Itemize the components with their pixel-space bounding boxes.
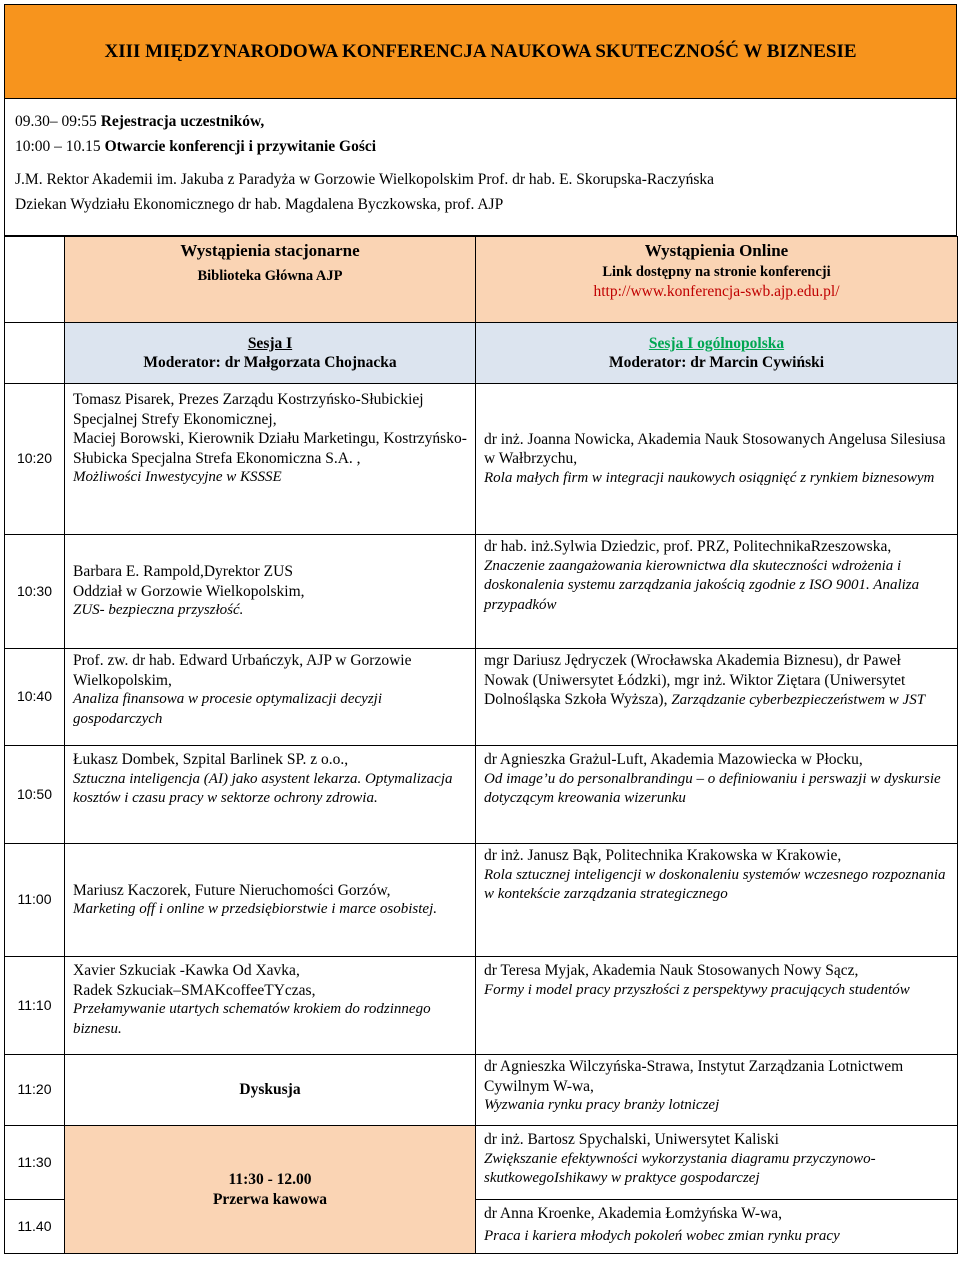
discussion-label: Dyskusja: [65, 1055, 476, 1126]
row-right: [476, 535, 958, 649]
coffee-break-label: Przerwa kawowa: [212, 1190, 328, 1208]
talk-title: Od image’u do personalbrandingu – o definiowaniu i perswazji w dyskursie dotyczącym kreowania wizerunku: [484, 770, 941, 806]
row-time: 10:40: [5, 649, 65, 746]
discussion-row: [5, 1055, 958, 1126]
row-left: [65, 746, 476, 844]
row-right: [476, 957, 958, 1055]
speaker: Prof. zw. dr hab. Edward Urbańczyk, AJP w Gorzowie Wielkopolskim,: [73, 652, 412, 689]
row-time: 11:00: [5, 844, 65, 957]
speaker: Oddział w Gorzowie Wielkopolskim,: [73, 582, 305, 600]
row-left: [65, 844, 476, 957]
talk-title: Rola małych firm w integracji naukowych osiągnięć z rynkiem biznesowym: [484, 469, 935, 486]
intro-line-rector: J.M. Rektor Akademii im. Jakuba z Paradyża w Gorzowie Wielkopolskim Prof. dr hab. E. Skorupska-Raczyńska: [15, 171, 715, 188]
coffee-break: [65, 1126, 476, 1254]
header-online-sub: Link dostępny na stronie konferencji: [602, 263, 831, 280]
table-row: [5, 649, 958, 746]
break-row-a: [5, 1126, 958, 1200]
speaker: dr Anna Kroenke, Akademia Łomżyńska W-wa,: [484, 1205, 783, 1222]
intro-block: [4, 99, 957, 236]
speaker: Radek Szkuciak–SMAKcoffeeTYczas,: [73, 981, 316, 999]
speaker: dr Agnieszka Grażul-Luft, Akademia Mazowiecka w Płocku,: [484, 751, 863, 768]
intro-line-opening: [15, 134, 946, 159]
session-right-moderator: Moderator: dr Marcin Cywiński: [608, 354, 825, 371]
opening-time: 10:00 – 10.15: [15, 138, 105, 155]
talk-title: Praca i kariera młodych pokoleń wobec zmian rynku pracy: [484, 1227, 840, 1244]
speaker: dr Agnieszka Wilczyńska-Strawa, Instytut Zarządzania Lotnictwem Cywilnym W-wa,: [484, 1058, 904, 1095]
header-stationary: [65, 237, 476, 323]
speaker: Mariusz Kaczorek, Future Nieruchomości Gorzów,: [73, 881, 391, 899]
table-row: [5, 384, 958, 535]
speaker: dr inż. Janusz Bąk, Politechnika Krakowska w Krakowie,: [484, 847, 842, 864]
talk-title: ZUS- bezpieczna przyszłość.: [73, 602, 244, 619]
speaker: Xavier Szkuciak -Kawka Od Xavka,: [73, 962, 300, 979]
row-right: [476, 1200, 958, 1254]
speaker: Łukasz Dombek, Szpital Barlinek SP. z o.o.,: [73, 751, 349, 768]
row-left: [65, 384, 476, 535]
row-time: 11:30: [5, 1126, 65, 1200]
row-right: [476, 649, 958, 746]
title-bar: [4, 4, 957, 99]
header-online-title: Wystąpienia Online: [644, 241, 789, 260]
session-left-moderator: Moderator: dr Małgorzata Chojnacka: [143, 354, 397, 371]
table-row: [5, 535, 958, 649]
program-page: [4, 4, 957, 1254]
registration-time: 09.30– 09:55: [15, 113, 101, 130]
session-right-name[interactable]: Sesja I ogólnopolska: [648, 334, 785, 352]
row-right: [476, 1055, 958, 1126]
row-time: 10:20: [5, 384, 65, 535]
header-empty-cell: [5, 237, 65, 323]
table-row: [5, 957, 958, 1055]
speaker: dr Teresa Myjak, Akademia Nauk Stosowanych Nowy Sącz,: [484, 962, 859, 979]
page-title: XIII MIĘDZYNARODOWA KONFERENCJA NAUKOWA SKUTECZNOŚĆ W BIZNESIE: [104, 40, 857, 62]
header-row: [5, 237, 958, 323]
talk-title: Sztuczna inteligencja (AI) jako asystent lekarza. Optymalizacja kosztów i czasu pracy w sektorze ochrony zdrowia.: [73, 770, 453, 806]
row-right: [476, 384, 958, 535]
session-left-name: Sesja I: [247, 334, 293, 352]
row-time: 10:30: [5, 535, 65, 649]
row-right: [476, 746, 958, 844]
talk-title: Znaczenie zaangażowania kierownictwa dla skuteczności wdrożenia i doskonalenia systemu zarządzania jakością zgodnie z ISO 9001. Analiza przypadków: [484, 557, 920, 613]
speaker: Tomasz Pisarek, Prezes Zarządu Kostrzyńsko-Słubickiej Specjalnej Strefy Ekonomicznej,: [73, 391, 424, 428]
row-left: [65, 957, 476, 1055]
speaker: mgr Dariusz Jędryczek (Wrocławska Akademia Biznesu), dr Paweł Nowak (Uniwersytet Łódzki), mgr inż. Wiktor Ziętara (Uniwersytet Dolnośląska Szkoła Wyższa),: [484, 652, 906, 708]
talk-title: Przełamywanie utartych schematów krokiem do rodzinnego biznesu.: [73, 1001, 431, 1037]
talk-title: Wyzwania rynku pracy branży lotniczej: [484, 1097, 720, 1113]
table-row: [5, 746, 958, 844]
table-row: [5, 844, 958, 957]
schedule-table: [4, 236, 958, 1254]
header-stationary-sub: Biblioteka Główna AJP: [197, 267, 343, 284]
speaker-with-title: [484, 651, 949, 711]
talk-title: Możliwości Inwestycyjne w KSSSE: [73, 469, 282, 485]
header-stationary-title: Wystąpienia stacjonarne: [180, 241, 360, 260]
row-right: [476, 1126, 958, 1200]
coffee-break-range: 11:30 - 12.00: [228, 1171, 312, 1188]
session-left: [65, 323, 476, 384]
talk-title: Zwiększanie efektywności wykorzystania diagramu przyczynowo-skutkowegoIshikawy w praktyce gospodarczej: [484, 1150, 876, 1186]
talk-title: Zarządzanie cyberbezpieczeństwem w JST: [671, 692, 926, 708]
header-online: [476, 237, 958, 323]
talk-title: Marketing off i online w przedsiębiorstwie i marce osobistej.: [73, 901, 437, 917]
session-row: [5, 323, 958, 384]
row-left: [65, 535, 476, 649]
opening-label: Otwarcie konferencji i przywitanie Gości: [104, 138, 377, 155]
speaker: dr inż. Joanna Nowicka, Akademia Nauk Stosowanych Angelusa Silesiusa w Wałbrzychu,: [484, 430, 946, 468]
registration-label: Rejestracja uczestników,: [100, 113, 265, 130]
row-time: 11:20: [5, 1055, 65, 1126]
row-time: 10:50: [5, 746, 65, 844]
speaker: Barbara E. Rampold,Dyrektor ZUS: [73, 563, 293, 581]
talk-title: Rola sztucznej inteligencji w doskonaleniu systemów wczesnego rozpoznania w kontekście zarządzania strategicznego: [484, 866, 946, 902]
conference-link[interactable]: http://www.konferencja-swb.ajp.edu.pl/: [593, 283, 840, 300]
session-right: [476, 323, 958, 384]
speaker: Maciej Borowski, Kierownik Działu Marketingu, Kostrzyńsko-Słubicka Specjalna Strefa Ekonomiczna S.A. ,: [73, 430, 467, 467]
speaker: dr hab. inż.Sylwia Dziedzic, prof. PRZ, PolitechnikaRzeszowska,: [484, 538, 892, 555]
talk-title: Formy i model pracy przyszłości z perspektywy pracujących studentów: [484, 981, 910, 998]
row-time: 11:10: [5, 957, 65, 1055]
row-time: 11.40: [5, 1200, 65, 1254]
talk-title: Analiza finansowa w procesie optymalizacji decyzji gospodarczych: [73, 691, 382, 727]
session-empty-cell: [5, 323, 65, 384]
intro-line-registration: [15, 109, 946, 134]
row-left: [65, 649, 476, 746]
intro-line-dean: Dziekan Wydziału Ekonomicznego dr hab. Magdalena Byczkowska, prof. AJP: [15, 196, 504, 213]
speaker: dr inż. Bartosz Spychalski, Uniwersytet Kaliski: [484, 1131, 779, 1148]
row-right: [476, 844, 958, 957]
